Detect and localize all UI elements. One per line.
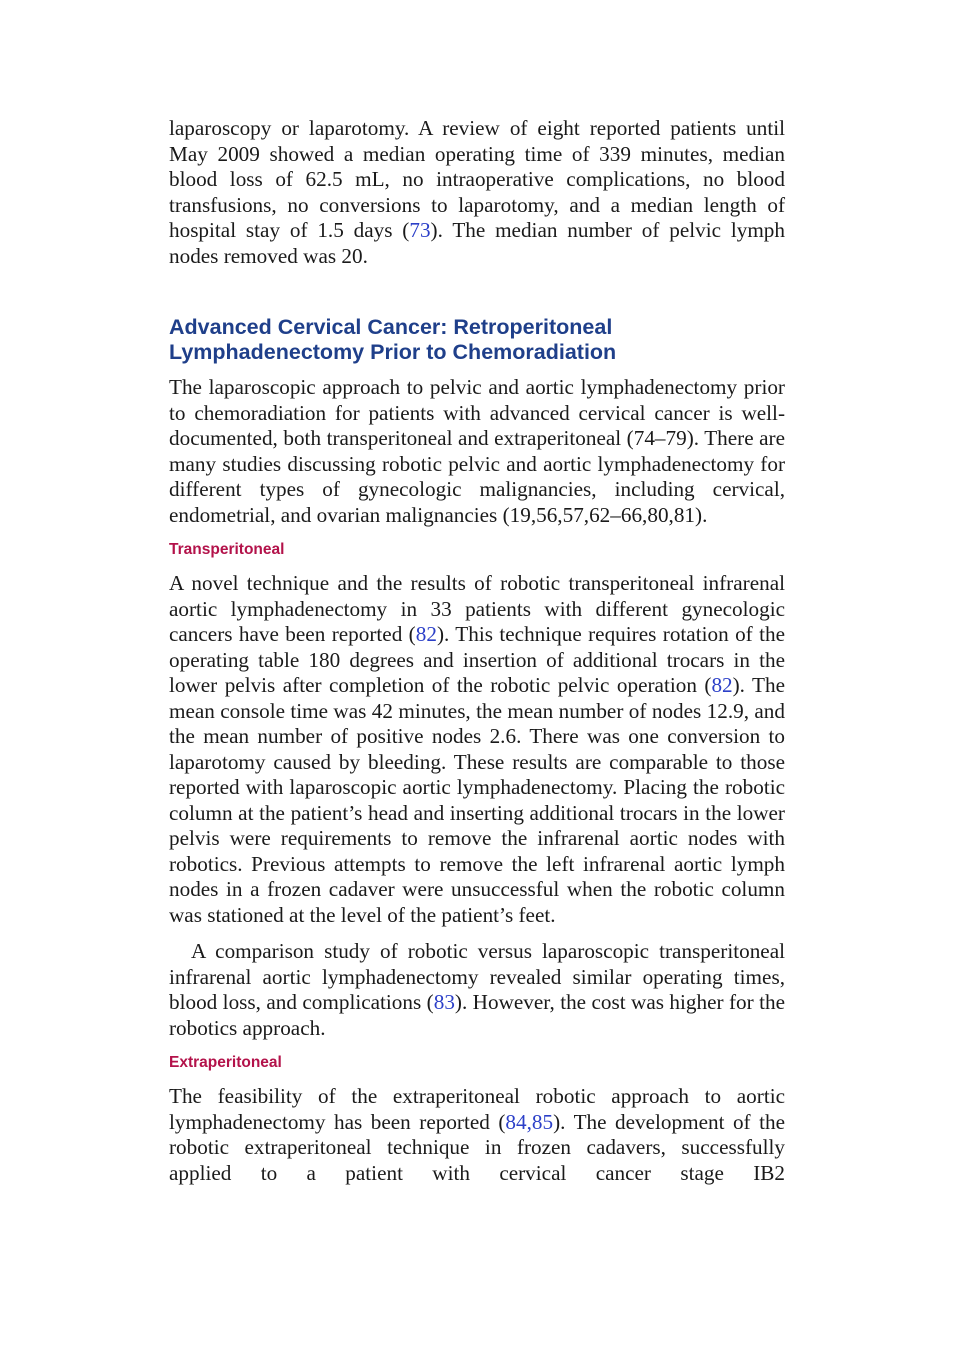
section-heading-line1: Advanced Cervical Cancer: Retroperitoneal bbox=[169, 315, 613, 339]
text-span: The feasibility of the extraperitoneal robotic approach to aortic lymphadenectomy has been reported ( bbox=[169, 1084, 785, 1134]
text-span: A novel technique and the results of robotic transperitoneal infrarenal aortic lymphadenectomy in 33 patients with different gynecologic cancers have been reported ( bbox=[169, 571, 785, 646]
reference-link[interactable]: 84,85 bbox=[505, 1109, 554, 1134]
text-span: ). The mean console time was 42 minutes, the mean number of nodes 12.9, and the mean number of positive nodes 2.6. There was one conversion to laparotomy caused by bleeding. These results are comparable to those reported with laparoscopic aortic lymphadenectomy. Placing the robotic column at the patient’s head and inserting additional trocars in the lower pelvis were requirements to remove the infrarenal aortic nodes with robotics. Previous attempts to remove the left infrarenal aortic lymph nodes in a frozen cadaver were unsuccessful when the robotic column was stationed at the level of the patient’s feet. bbox=[169, 673, 785, 927]
text-span: ). The development of the robotic extraperitoneal technique in frozen cadavers, successfully applied to a patient with cervical cancer stage IB2 bbox=[169, 1109, 785, 1185]
paragraph-laparoscopy-review bbox=[169, 116, 785, 269]
paragraph-comparison-study bbox=[169, 939, 785, 1041]
text-span: A comparison study of robotic versus laparoscopic transperitoneal infrarenal aortic lymphadenectomy revealed similar operating times, blood loss, and complications ( bbox=[169, 939, 785, 1014]
paragraph-laparoscopic-approach: The laparoscopic approach to pelvic and aortic lymphadenectomy prior to chemoradiation for patients with advanced cervical cancer is well-documented, both transperitoneal and extraperitoneal (74–79). There are many studies discussing robotic pelvic and aortic lymphadenectomy for different types of gynecologic malignancies, including cervical, endometrial, and ovarian malignancies (19,56,57,62–66,80,81). bbox=[169, 375, 785, 527]
subheading-transperitoneal: Transperitoneal bbox=[169, 541, 285, 558]
paragraph-transperitoneal-technique bbox=[169, 571, 785, 928]
reference-link[interactable]: 82 bbox=[415, 622, 437, 646]
section-heading-line2: Lymphadenectomy Prior to Chemoradiation bbox=[169, 340, 617, 364]
text-span: ). This technique requires rotation of the operating table 180 degrees and insertion of additional trocars in the lower pelvis after completion of the robotic pelvic operation ( bbox=[169, 622, 785, 697]
text-span: ). The median number of pelvic lymph nodes removed was 20. bbox=[169, 218, 785, 268]
reference-link[interactable]: 82 bbox=[711, 673, 733, 697]
text-span: laparoscopy or laparotomy. A review of eight reported patients until May 2009 showed a median operating time of 339 minutes, median blood loss of 62.5 mL, no intraoperative complications, no blood transfusions, no conversions to laparotomy, and a median length of hospital stay of 1.5 days ( bbox=[169, 116, 785, 242]
paragraph-extraperitoneal-feasibility bbox=[169, 1084, 785, 1186]
page-content bbox=[169, 116, 785, 1186]
section-heading bbox=[169, 315, 785, 365]
reference-link[interactable]: 83 bbox=[433, 990, 455, 1014]
reference-link[interactable]: 73 bbox=[409, 218, 431, 242]
text-span: ). However, the cost was higher for the robotics approach. bbox=[169, 990, 785, 1040]
subheading-extraperitoneal: Extraperitoneal bbox=[169, 1054, 282, 1071]
